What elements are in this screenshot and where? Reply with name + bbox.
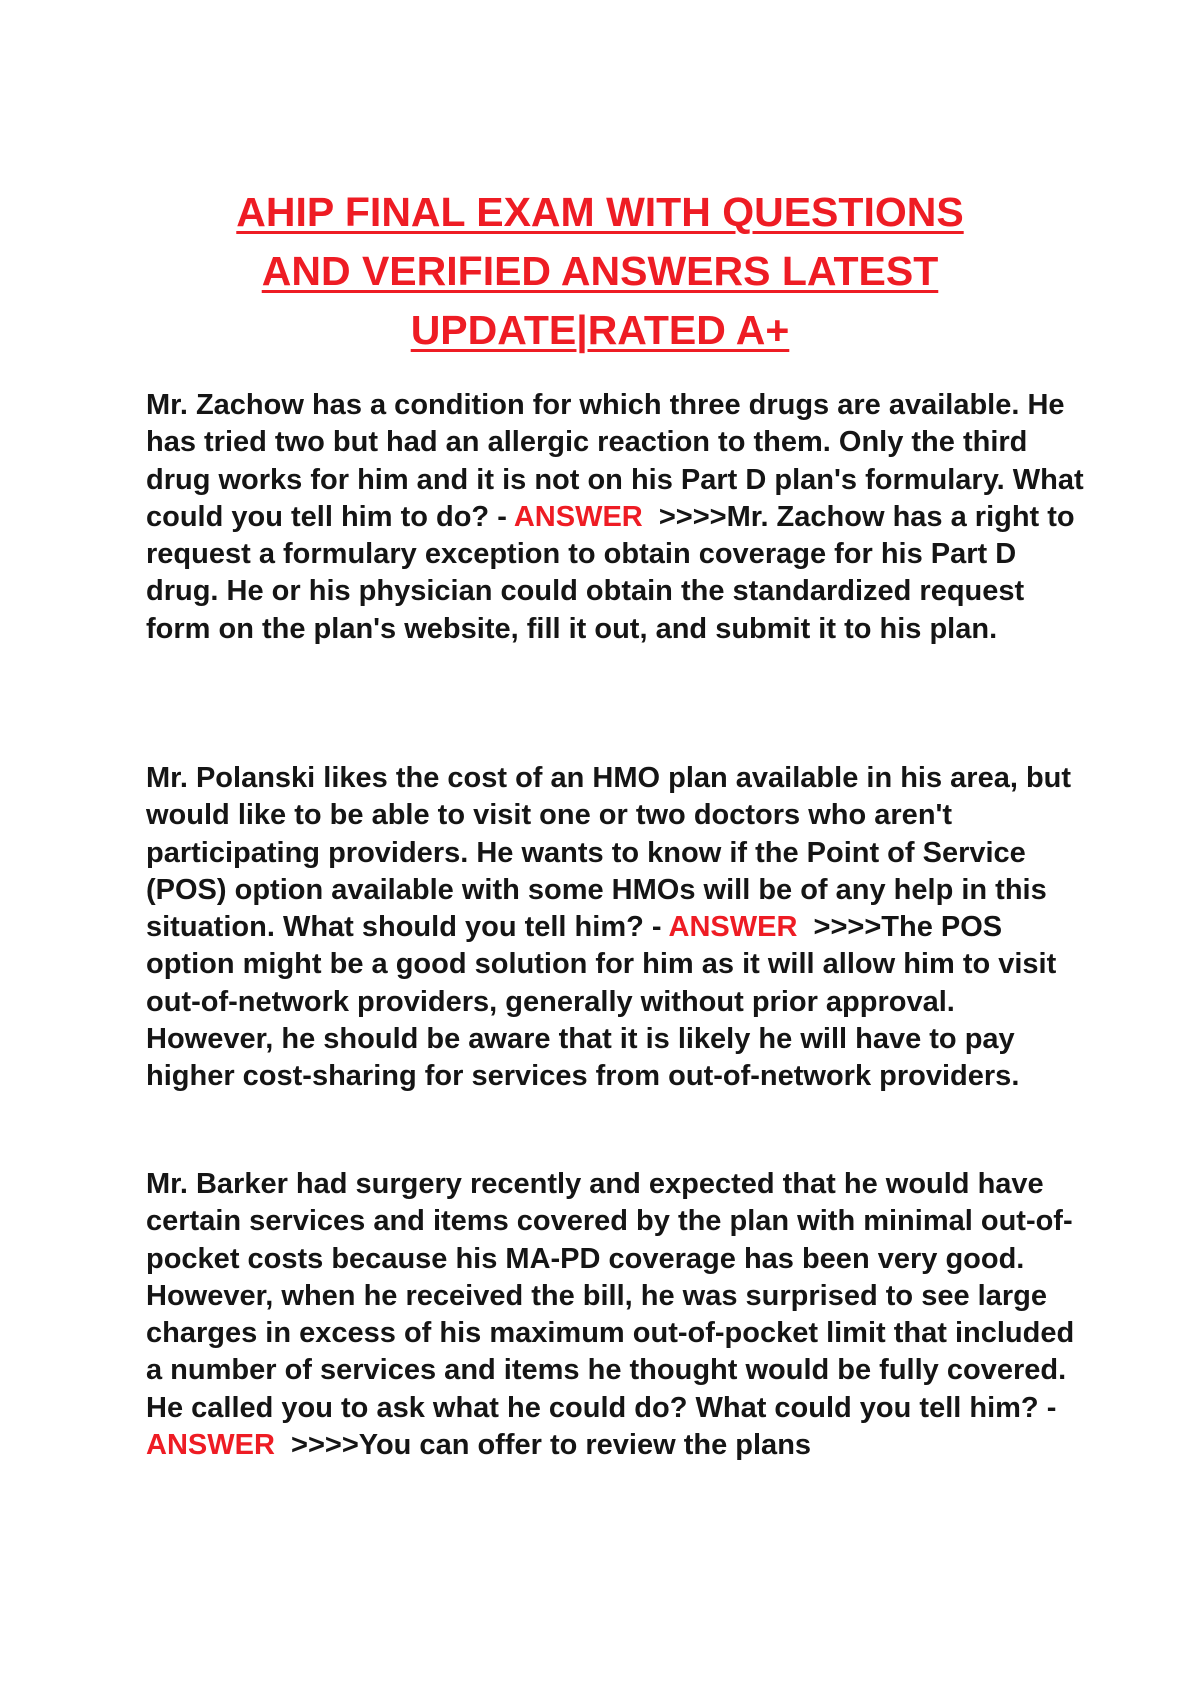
- answer-text: >>>>The POS option might be a good solution for him as it will allow him to visit out-of-network providers, generally without prior approval. However, he should be aware that it is likely he will have to pay higher cost-sharing for services from out-of-network providers.: [146, 911, 1057, 1093]
- question-text: Mr. Zachow has a condition for which three drugs are available. He has tried two but had an allergic reaction to them. Only the third drug works for him and it is not on his Part D plan's formulary. What could you tell him to do? -: [146, 389, 1084, 533]
- answer-text: >>>>You can offer to review the plans: [291, 1429, 812, 1462]
- document-title: [100, 183, 1100, 360]
- title-line-3: UPDATE|RATED A+: [410, 307, 790, 353]
- title-line-1: AHIP FINAL EXAM WITH QUESTIONS: [236, 189, 964, 235]
- qa-item: [146, 760, 1086, 1096]
- title-line-2: AND VERIFIED ANSWERS LATEST: [261, 248, 939, 294]
- qa-item: [146, 387, 1086, 648]
- question-text: Mr. Polanski likes the cost of an HMO plan available in his area, but would like to be able to visit one or two doctors who aren't participating providers. He wants to know if the Point of Service (POS) option available with some HMOs will be of any help in this situation. What should you tell him? -: [146, 762, 1072, 944]
- qa-item: [146, 1166, 1086, 1464]
- answer-label: ANSWER: [668, 911, 798, 944]
- question-text: Mr. Barker had surgery recently and expected that he would have certain services and items covered by the plan with minimal out-of-pocket costs because his MA-PD coverage has been very good. However, when he received the bill, he was surprised to see large charges in excess of his maximum out-of-pocket limit that included a number of services and items he thought would be fully covered. He called you to ask what he could do? What could you tell him? -: [146, 1168, 1075, 1424]
- answer-text: >>>>Mr. Zachow has a right to request a formulary exception to obtain coverage for his Part D drug. He or his physician could obtain the standardized request form on the plan's website, fill it out, and submit it to his plan.: [146, 500, 1075, 645]
- answer-label: ANSWER: [146, 1429, 275, 1462]
- answer-label: ANSWER: [513, 500, 643, 533]
